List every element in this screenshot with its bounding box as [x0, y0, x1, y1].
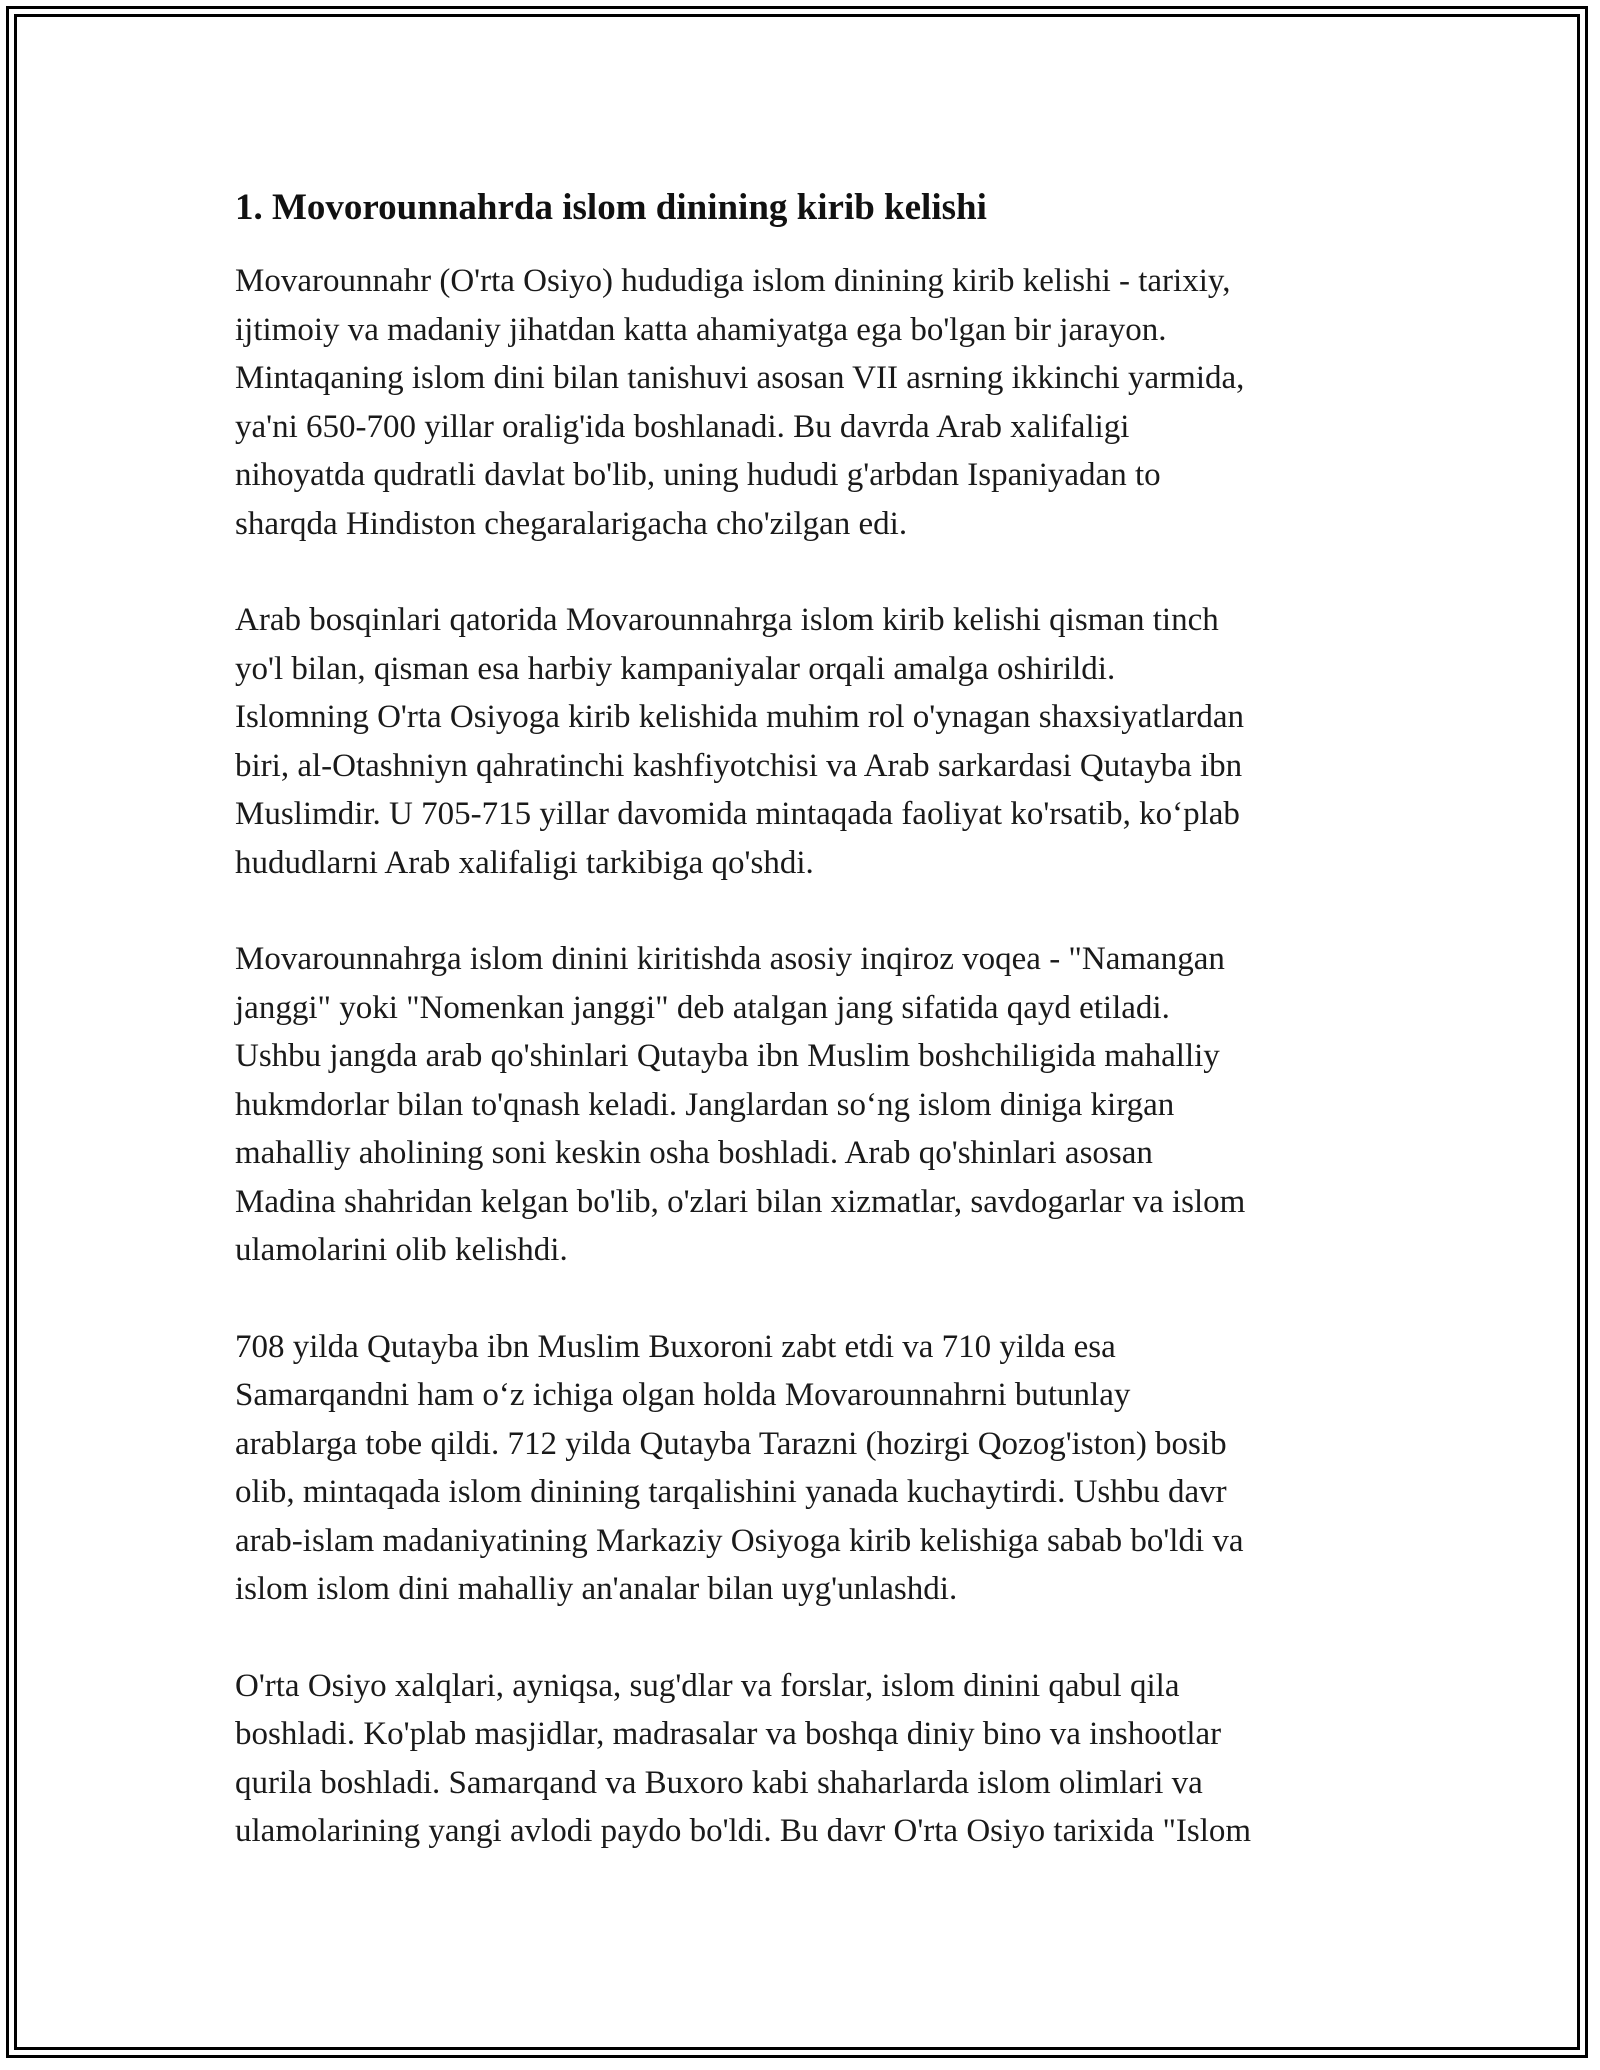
text-line: 708 yilda Qutayba ibn Muslim Buxoroni zabt etdi va 710 yilda esa: [235, 1328, 1116, 1365]
paragraph: [235, 1323, 1375, 1614]
paragraph: [235, 935, 1375, 1275]
text-line: janggi" yoki "Nomenkan janggi" deb atalgan jang sifatida qayd etiladi.: [235, 989, 1170, 1026]
paragraph: [235, 257, 1375, 548]
text-line: olib, mintaqada islom dinining tarqalishini yanada kuchaytirdi. Ushbu davr: [235, 1474, 1227, 1510]
paragraphs-container: [235, 257, 1375, 1856]
text-line: arablarga tobe qildi. 712 yilda Qutayba Tarazni (hozirgi Qozog'iston) bosib: [235, 1425, 1227, 1462]
text-line: ulamolarini olib kelishdi.: [235, 1232, 568, 1268]
text-line: O'rta Osiyo xalqlari, ayniqsa, sug'dlar va forslar, islom dinini qabul qila: [235, 1667, 1180, 1704]
text-line: ijtimoiy va madaniy jihatdan katta ahamiyatga ega bo'lgan bir jarayon.: [235, 311, 1167, 348]
text-line: qurila boshladi. Samarqand va Buxoro kabi shaharlarda islom olimlari va: [235, 1764, 1203, 1801]
text-line: hududlarni Arab xalifaligi tarkibiga qo'shdi.: [235, 844, 814, 881]
paragraph: [235, 1662, 1375, 1856]
text-line: Arab bosqinlari qatorida Movarounnahrga islom kirib kelishi qisman tinch: [235, 602, 1219, 638]
text-line: Muslimdir. U 705-715 yillar davomida mintaqada faoliyat ko'rsatib, ko‘plab: [235, 796, 1240, 832]
section-heading: 1. Movorounnahrda islom dinining kirib kelishi: [235, 187, 987, 228]
paragraph: [235, 596, 1375, 887]
text-line: ulamolarining yangi avlodi paydo bo'ldi. Bu davr O'rta Osiyo tarixida "Islom: [235, 1813, 1252, 1849]
text-line: Movarounnahr (O'rta Osiyo) hududiga islom dinining kirib kelishi - tarixiy,: [235, 263, 1231, 299]
text-line: hukmdorlar bilan to'qnash keladi. Janglardan so‘ng islom diniga kirgan: [235, 1086, 1175, 1123]
text-line: yo'l bilan, qisman esa harbiy kampaniyalar orqali amalga oshirildi.: [235, 650, 1116, 687]
text-line: islom islom dini mahalliy an'analar bilan uyg'unlashdi.: [235, 1571, 958, 1607]
text-line: Ushbu jangda arab qo'shinlari Qutayba ibn Muslim boshchiligida mahalliy: [235, 1038, 1220, 1074]
document-body: [235, 185, 1375, 1904]
text-line: sharqda Hindiston chegaralarigacha cho'zilgan edi.: [235, 505, 908, 542]
text-line: Madina shahridan kelgan bo'lib, o'zlari bilan xizmatlar, savdogarlar va islom: [235, 1183, 1246, 1220]
text-line: nihoyatda qudratli davlat bo'lib, uning hududi g'arbdan Ispaniyadan to: [235, 457, 1161, 493]
text-line: biri, al-Otashniyn qahratinchi kashfiyotchisi va Arab sarkardasi Qutayba ibn: [235, 747, 1243, 784]
text-line: arab-islam madaniyatining Markaziy Osiyoga kirib kelishiga sabab bo'ldi va: [235, 1522, 1244, 1559]
text-line: Islomning O'rta Osiyoga kirib kelishida muhim rol o'ynagan shaxsiyatlardan: [235, 699, 1245, 735]
text-line: Mintaqaning islom dini bilan tanishuvi asosan VII asrning ikkinchi yarmida,: [235, 360, 1245, 396]
text-line: Movarounnahrga islom dinini kiritishda asosiy inqiroz voqea - "Namangan: [235, 941, 1225, 977]
text-line: boshladi. Ko'plab masjidlar, madrasalar va boshqa diniy bino va inshootlar: [235, 1716, 1222, 1752]
text-line: ya'ni 650-700 yillar oralig'ida boshlanadi. Bu davrda Arab xalifaligi: [235, 408, 1130, 445]
text-line: Samarqandni ham o‘z ichiga olgan holda Movarounnahrni butunlay: [235, 1377, 1131, 1413]
text-line: mahalliy aholining soni keskin osha boshladi. Arab qo'shinlari asosan: [235, 1135, 1153, 1171]
